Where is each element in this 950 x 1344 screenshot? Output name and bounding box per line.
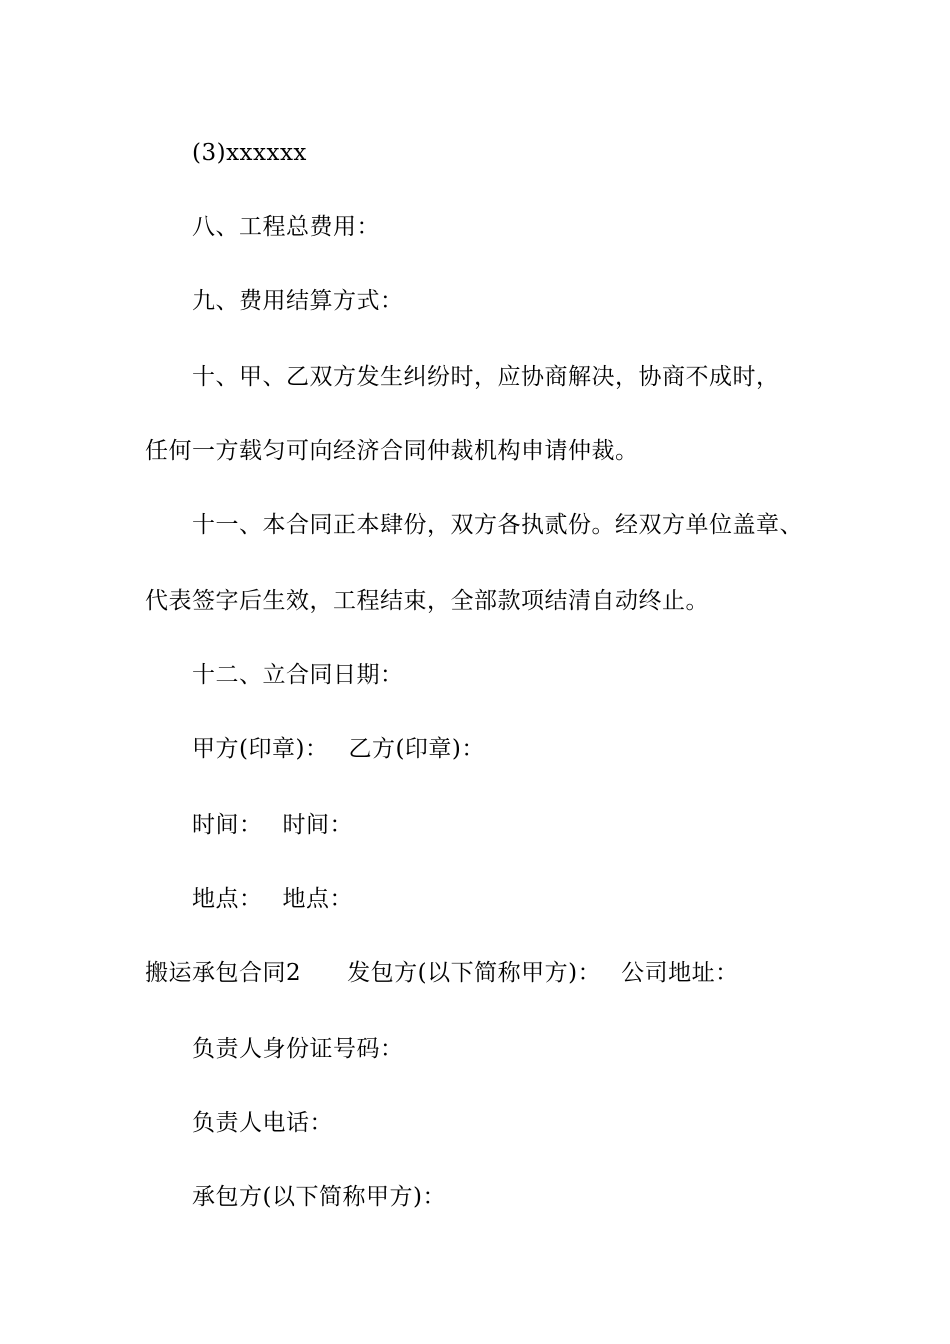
section-10-paragraph-line-1: 十、甲、乙双方发生纠纷时，应协商解决，协商不成时，: [192, 364, 780, 390]
section-10-paragraph-line-2: 任何一方载匀可向经济合同仲裁机构申请仲裁。: [145, 438, 639, 464]
party-a-time-label: 时间：: [192, 812, 263, 838]
item-3-line: (3)xxxxxx: [192, 140, 307, 166]
seal-line: [192, 734, 485, 764]
section-11-paragraph-line-1: 十一、本合同正本肆份，双方各执贰份。经双方单位盖章、: [192, 512, 803, 538]
section-9-heading: 九、费用结算方式：: [192, 288, 404, 314]
party-b-place-label: 地点：: [282, 886, 353, 912]
section-11-paragraph-line-2: 代表签字后生效，工程结束，全部款项结清自动终止。: [145, 588, 709, 614]
contract-2-issuer-label: 发包方(以下简称甲方)：: [347, 960, 602, 986]
party-a-place-label: 地点：: [192, 886, 263, 912]
contract-2-header-line: [145, 958, 739, 988]
contractor-label: 承包方(以下简称甲方)：: [192, 1184, 446, 1210]
contract-2-address-label: 公司地址：: [621, 960, 739, 986]
responsible-id-label: 负责人身份证号码：: [192, 1036, 404, 1062]
time-line: [192, 810, 353, 840]
party-b-seal-label: 乙方(印章)：: [348, 736, 485, 762]
place-line: [192, 884, 353, 914]
contract-2-title: 搬运承包合同2: [145, 960, 302, 986]
section-12-heading: 十二、立合同日期：: [192, 662, 404, 688]
responsible-phone-label: 负责人电话：: [192, 1110, 333, 1136]
section-8-heading: 八、工程总费用：: [192, 214, 380, 240]
party-b-time-label: 时间：: [282, 812, 353, 838]
party-a-seal-label: 甲方(印章)：: [192, 736, 329, 762]
